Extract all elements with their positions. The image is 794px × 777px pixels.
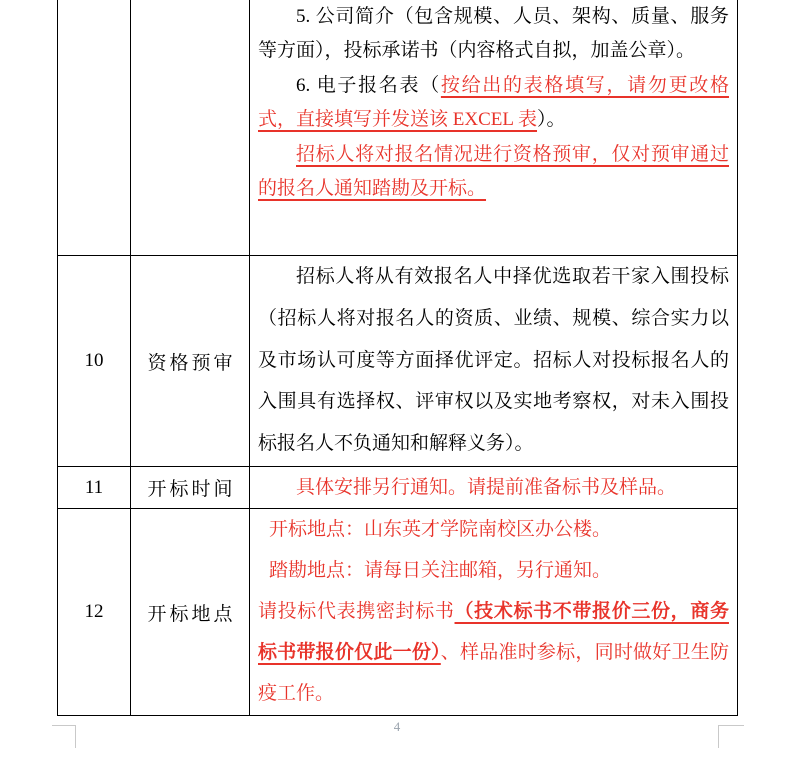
row-continued-content-cell bbox=[250, 0, 738, 256]
row-10-label-cell: 资格预审 bbox=[131, 256, 250, 467]
text-boundary-corner-right bbox=[718, 725, 744, 748]
row-11-label-cell: 开标时间 bbox=[131, 467, 250, 509]
paragraph-company-profile bbox=[258, 0, 729, 69]
row-11-content-cell bbox=[250, 467, 738, 509]
paragraph-prequalification-note bbox=[258, 138, 729, 207]
text-segment-emphasis: （技术标书不带报价三份，商务标书带报价仅此一份） bbox=[258, 601, 729, 663]
row-11-number-cell: 11 bbox=[58, 467, 131, 509]
text-segment: 招标人将从有效报名人中择优选取若干家入围投标（招标人将对报名人的资质、业绩、规模、综合实力以及市场认可度等方面择优评定。招标人对投标报名人的入围具有选择权、评审权以及实地考察权，对未入围投标报名人不负通知和解释义务）。 bbox=[258, 266, 729, 455]
text-segment-highlight: 请投标代表携密封标书 bbox=[258, 601, 455, 622]
text-segment-highlight: 具体安排另行通知。请提前准备标书及样品。 bbox=[296, 477, 677, 498]
text-segment-highlight: 开标地点：山东英才学院南校区办公楼。 bbox=[269, 519, 612, 540]
row-12-number-cell: 12 bbox=[58, 509, 131, 716]
paragraph-site-visit-place bbox=[258, 550, 729, 591]
row-continued-label-cell bbox=[131, 0, 250, 256]
row-10-number-cell: 10 bbox=[58, 256, 131, 467]
row-10-content-cell bbox=[250, 256, 738, 467]
paragraph-prequalification-detail bbox=[258, 256, 729, 465]
text-segment-highlight: 踏勘地点：请每日关注邮箱，另行通知。 bbox=[269, 560, 612, 581]
page-number: 4 bbox=[393, 719, 401, 734]
row-12-label-cell: 开标地点 bbox=[131, 509, 250, 716]
row-12-content-cell bbox=[250, 509, 738, 716]
row-continued-number-cell bbox=[58, 0, 131, 256]
text-segment-highlight: 、样品准时参标，同时做好卫生防疫工作。 bbox=[258, 642, 729, 704]
paragraph-bid-opening-time bbox=[258, 467, 676, 508]
text-boundary-corner-left bbox=[52, 725, 76, 748]
text-segment: 5. 公司简介（包含规模、人员、架构、质量、服务等方面），投标承诺书（内容格式自拟，加盖公章）。 bbox=[258, 6, 729, 62]
text-segment: 6. 电子报名表（ bbox=[296, 74, 441, 96]
paragraph-electronic-form bbox=[258, 69, 729, 138]
paragraph-bid-documents-requirement bbox=[258, 591, 729, 714]
text-segment-highlight: 招标人将对报名情况进行资格预审，仅对预审通过的报名人通知踏勘及开标。 bbox=[258, 143, 729, 200]
paragraph-bid-opening-place bbox=[258, 509, 729, 550]
text-segment-highlight: 按给出的表格填写，请勿更改格式，直接填写并发送该 EXCEL 表 bbox=[258, 74, 729, 131]
tender-table bbox=[57, 0, 738, 716]
text-segment: ）。 bbox=[537, 109, 566, 131]
